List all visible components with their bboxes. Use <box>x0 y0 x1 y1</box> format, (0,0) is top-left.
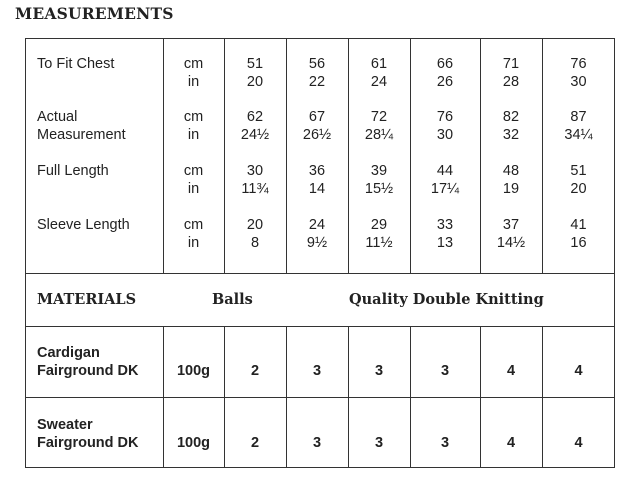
measurement-value: 13 <box>436 235 454 251</box>
measurement-value: 36 <box>308 163 326 179</box>
quality-label: Quality Double Knitting <box>349 291 544 308</box>
measurement-value: 71 <box>502 56 520 72</box>
measurement-value: 15½ <box>364 181 394 197</box>
measurement-value: 20 <box>246 217 264 233</box>
yarn-weight: 100g <box>176 435 211 451</box>
materials-heading: MATERIALS <box>37 291 137 308</box>
yarn-name: Sweater <box>37 417 93 433</box>
measurement-label: To Fit Chest <box>37 56 115 72</box>
unit-label: in <box>187 181 200 197</box>
measurement-value: 51 <box>570 163 587 179</box>
measurement-value: 24½ <box>240 127 270 143</box>
measurement-value: 41 <box>570 217 587 233</box>
measurement-label: Sleeve Length <box>37 217 130 233</box>
measurement-value: 76 <box>436 109 454 125</box>
ball-count: 4 <box>506 435 516 451</box>
measurement-label: Actual <box>37 109 78 125</box>
measurement-value: 34¼ <box>564 127 593 143</box>
ball-count: 3 <box>374 435 384 451</box>
measurement-value: 19 <box>502 181 520 197</box>
unit-label: cm <box>183 217 204 233</box>
measurement-value: 87 <box>570 109 587 125</box>
ball-count: 4 <box>574 435 583 451</box>
measurement-label: Full Length <box>37 163 109 179</box>
measurement-value: 30 <box>246 163 264 179</box>
ball-count: 2 <box>250 435 260 451</box>
yarn-name: Cardigan <box>37 345 100 361</box>
measurement-value: 62 <box>246 109 264 125</box>
measurement-value: 37 <box>502 217 520 233</box>
measurement-value: 32 <box>502 127 520 143</box>
ball-count: 3 <box>440 363 450 379</box>
ball-count: 3 <box>312 363 322 379</box>
measurement-value: 56 <box>308 56 326 72</box>
measurement-value: 76 <box>570 56 587 72</box>
measurement-value: 20 <box>246 74 264 90</box>
measurement-value: 28¼ <box>364 127 394 143</box>
table-frame <box>25 38 615 468</box>
measurement-value: 29 <box>370 217 388 233</box>
measurement-value: 48 <box>502 163 520 179</box>
measurement-value: 17¼ <box>430 181 460 197</box>
section-divider <box>25 273 615 274</box>
measurement-value: 14½ <box>496 235 526 251</box>
measurement-value: 72 <box>370 109 388 125</box>
unit-label: in <box>187 235 200 251</box>
measurement-value: 16 <box>570 235 587 251</box>
measurement-value: 8 <box>250 235 260 251</box>
measurement-value: 39 <box>370 163 388 179</box>
unit-label: in <box>187 127 200 143</box>
measurement-value: 24 <box>308 217 326 233</box>
measurement-value: 11½ <box>365 235 393 251</box>
measurement-value: 9½ <box>306 235 328 251</box>
measurement-value: 51 <box>246 56 264 72</box>
unit-label: in <box>187 74 200 90</box>
unit-label: cm <box>183 56 204 72</box>
measurement-value: 24 <box>370 74 388 90</box>
measurement-value: 44 <box>436 163 454 179</box>
measurement-label: Measurement <box>37 127 126 143</box>
measurement-value: 14 <box>308 181 326 197</box>
yarn-name: Fairground DK <box>37 435 139 451</box>
measurement-value: 30 <box>436 127 454 143</box>
measurement-value: 61 <box>370 56 388 72</box>
measurement-value: 33 <box>436 217 454 233</box>
yarn-name: Fairground DK <box>37 363 139 379</box>
unit-label: cm <box>183 163 204 179</box>
measurement-value: 30 <box>570 74 587 90</box>
measurement-value: 22 <box>308 74 326 90</box>
ball-count: 4 <box>574 363 583 379</box>
unit-label: cm <box>183 109 204 125</box>
measurement-value: 11¾ <box>241 181 269 197</box>
measurement-value: 26 <box>436 74 454 90</box>
measurement-value: 67 <box>308 109 326 125</box>
row-divider <box>25 397 615 398</box>
ball-count: 3 <box>374 363 384 379</box>
ball-count: 2 <box>250 363 260 379</box>
measurement-value: 82 <box>502 109 520 125</box>
yarn-weight: 100g <box>176 363 211 379</box>
measurement-value: 28 <box>502 74 520 90</box>
ball-count: 3 <box>440 435 450 451</box>
balls-label: Balls <box>212 291 253 308</box>
ball-count: 4 <box>506 363 516 379</box>
page-title: MEASUREMENTS <box>15 4 174 23</box>
measurement-value: 66 <box>436 56 454 72</box>
measurement-value: 20 <box>570 181 587 197</box>
section-divider <box>25 326 615 327</box>
ball-count: 3 <box>312 435 322 451</box>
measurement-value: 26½ <box>302 127 332 143</box>
